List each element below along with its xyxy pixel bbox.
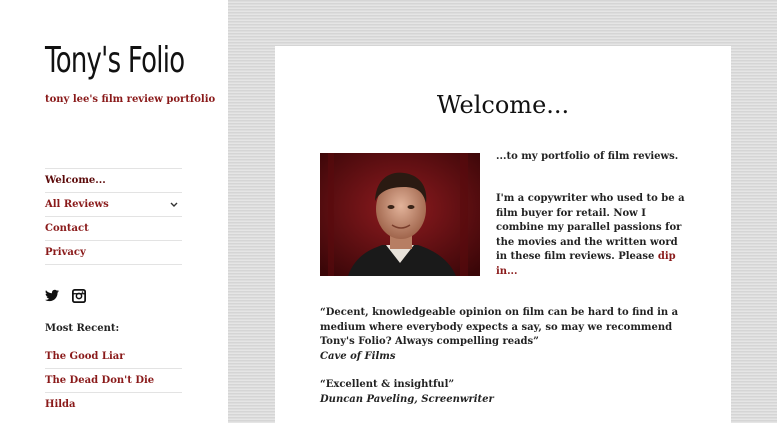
nav-item-all-reviews[interactable] — [45, 192, 182, 216]
sidebar — [0, 0, 228, 423]
nav-item-label: All Reviews — [45, 199, 109, 210]
quote-source: Duncan Paveling, Screenwriter — [320, 393, 494, 405]
page-title: Welcome... — [436, 91, 570, 119]
quote-text: “Decent, knowledgeable opinion on film can be hard to find in a medium where everybody expects a say, so may we recommend Tony's Folio? Always compelling reads” — [320, 307, 679, 347]
main-content — [275, 46, 731, 423]
nav-item-privacy[interactable] — [45, 240, 182, 265]
nav-item-contact[interactable] — [45, 216, 182, 240]
site-tagline: tony lee's film review portfolio — [45, 94, 216, 105]
site-title[interactable]: Tony's Folio — [45, 40, 185, 81]
recent-heading: Most Recent: — [45, 323, 120, 334]
nav-item-label: Welcome... — [45, 175, 106, 186]
nav-item-label: Contact — [45, 223, 89, 234]
recent-list — [45, 345, 182, 416]
recent-item[interactable]: The Dead Don't Die — [45, 369, 182, 393]
social-links — [45, 289, 86, 303]
main-nav — [45, 168, 182, 265]
bio-text: I'm a copywriter who used to be a film buyer for retail. Now I combine my parallel passions for the movies and the written word in these film reviews. Please — [496, 193, 685, 262]
testimonial-1 — [320, 306, 690, 364]
quote-source: Cave of Films — [320, 350, 396, 362]
author-photo — [320, 153, 480, 276]
nav-item-label: Privacy — [45, 247, 86, 258]
recent-item[interactable]: Hilda — [45, 399, 76, 410]
intro-text: ...to my portfolio of film reviews. — [496, 151, 679, 162]
dip-in-link[interactable]: dip in... — [496, 251, 676, 277]
instagram-icon[interactable] — [72, 289, 86, 303]
testimonial-2 — [320, 378, 690, 407]
bio-paragraph — [496, 192, 686, 279]
nav-item-welcome[interactable] — [45, 168, 182, 192]
recent-item[interactable]: The Good Liar — [45, 345, 182, 369]
twitter-icon[interactable] — [45, 289, 59, 303]
quote-text: “Excellent & insightful” — [320, 379, 455, 390]
